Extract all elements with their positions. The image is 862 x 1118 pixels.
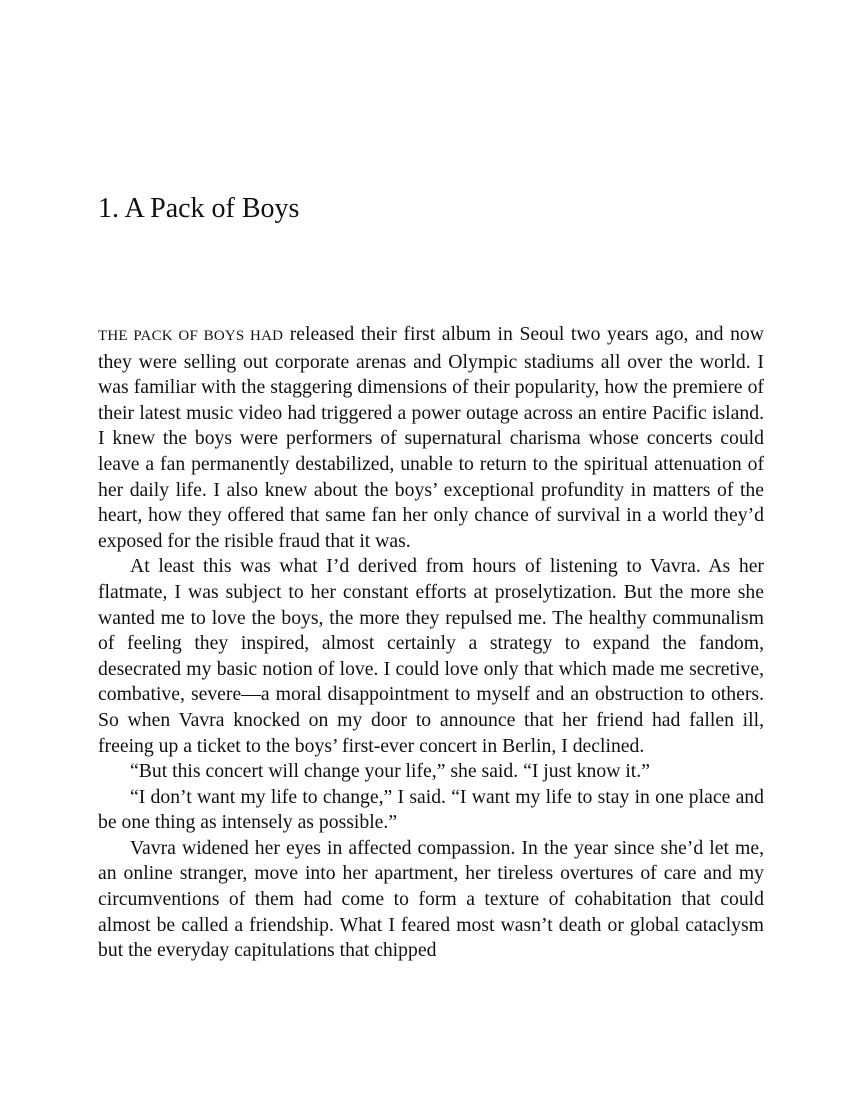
- opening-smallcaps: THE PACK OF BOYS HAD: [98, 328, 284, 344]
- chapter-body: [98, 322, 764, 964]
- paragraph-2: At least this was what I’d derived from hours of listening to Vavra. As her flatmate, I was subject to her constant efforts at proselytization. But the more she wanted me to love the boys, the more they repulsed me. The healthy communalism of feeling they inspired, almost certainly a strategy to expand the fandom, desecrated my basic notion of love. I could love only that which made me secretive, combative, severe—a moral disappointment to myself and an obstruction to others. So when Vavra knocked on my door to announce that her friend had fallen ill, freeing up a ticket to the boys’ first-ever concert in Berlin, I declined.: [98, 555, 764, 757]
- paragraph-3: “But this concert will change your life,” she said. “I just know it.”: [130, 760, 650, 783]
- paragraph-4: “I don’t want my life to change,” I said. “I want my life to stay in one place and be one thing as intensely as possible.”: [98, 785, 764, 834]
- opening-paragraph-text: released their first album in Seoul two years ago, and now they were selling out corporate arenas and Olympic stadiums all over the world. I was familiar with the staggering dimensions of their popularity, how the premiere of their latest music video had triggered a power outage across an entire Pacific island. I knew the boys were performers of supernatural charisma whose concerts could leave a fan permanently destabilized, unable to return to the spiritual attenuation of her daily life. I also knew about the boys’ exceptional profundity in matters of the heart, how they offered that same fan her only chance of survival in a world they’d exposed for the risible fraud that it was.: [98, 323, 764, 552]
- paragraph-5: Vavra widened her eyes in affected compassion. In the year since she’d let me, an online stranger, move into her apartment, her tireless overtures of care and my circumventions of them had come to form a texture of cohabitation that could almost be called a friendship. What I feared most wasn’t death or global cataclysm but the everyday capitulations that chipped: [98, 836, 764, 962]
- chapter-title: 1. A Pack of Boys: [98, 193, 300, 224]
- opening-paragraph: [98, 322, 764, 554]
